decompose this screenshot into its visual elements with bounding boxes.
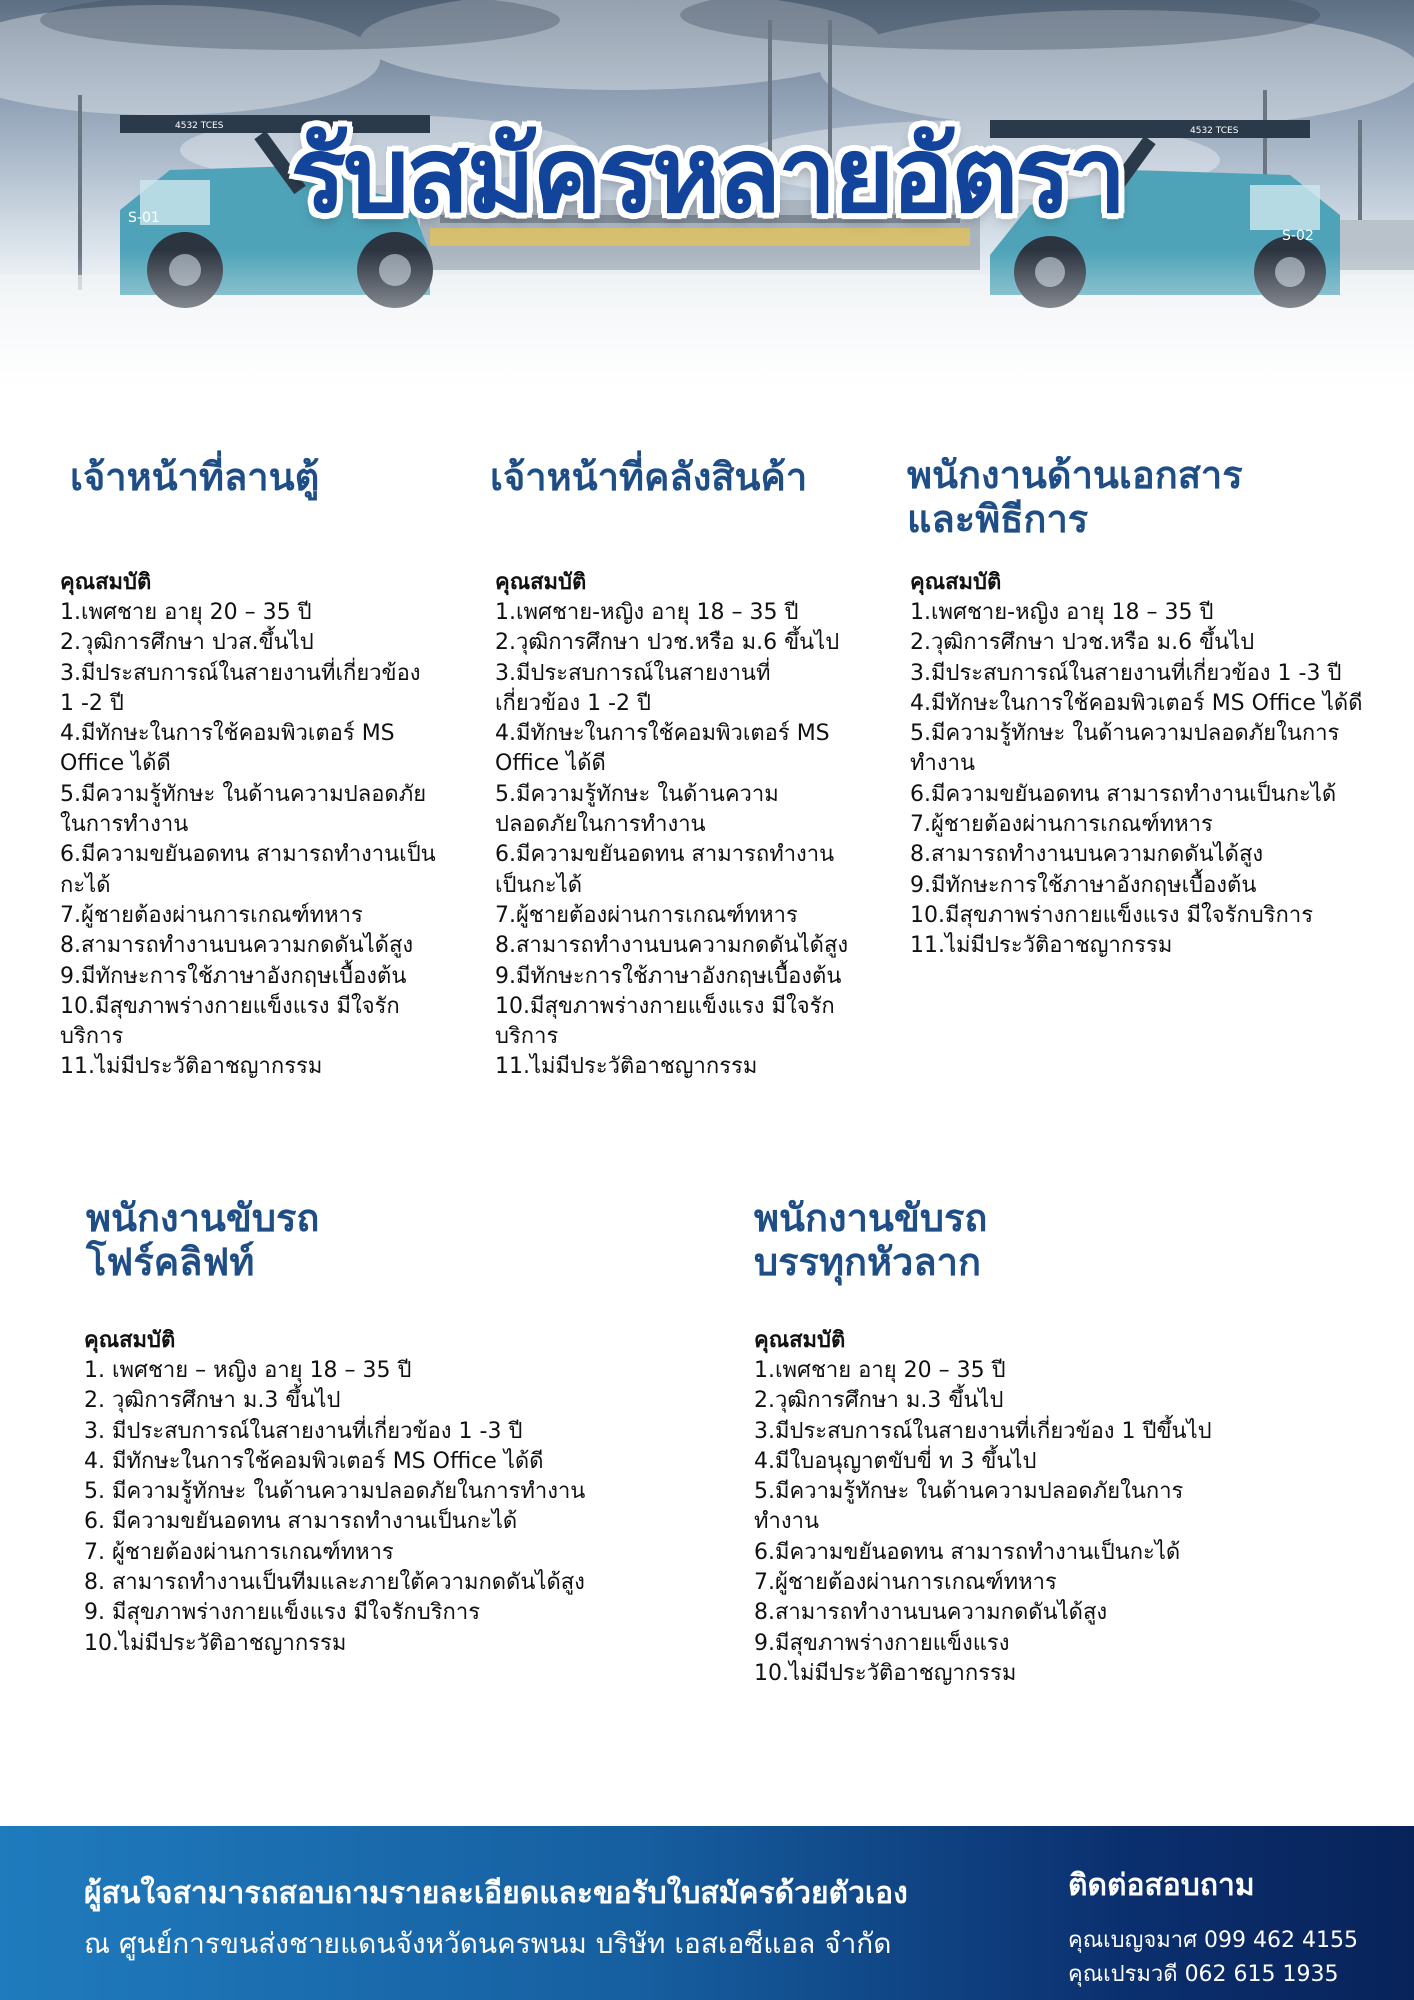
hero-banner [0, 0, 1414, 390]
list-item: 11.ไม่มีประวัติอาชญากรรม [910, 933, 1173, 959]
list-item: Office ได้ดี [495, 751, 606, 777]
page-title: รับสมัครหลายอัตรา [290, 114, 1124, 236]
list-item: 2. วุฒิการศึกษา ม.3 ขึ้นไป [84, 1388, 341, 1414]
list-item: 9.มีสุขภาพร่างกายแข็งแรง [754, 1630, 1010, 1656]
list-item: ในการทำงาน [60, 812, 189, 838]
list-item: 7.ผู้ชายต้องผ่านการเกณฑ์ทหาร [495, 902, 798, 928]
list-item: 7.ผู้ชายต้องผ่านการเกณฑ์ทหาร [754, 1570, 1057, 1596]
list-item: 9.มีทักษะการใช้ภาษาอังกฤษเบื้องต้น [910, 872, 1257, 898]
list-item: 10.มีสุขภาพร่างกายแข็งแรง มีใจรักบริการ [910, 902, 1314, 928]
job-title-line2: โฟร์คลิฟท์ [86, 1240, 255, 1284]
footer-location-text: ณ ศูนย์การขนส่งชายแดนจังหวัดนครพนม บริษัท เอสเอซีแอล จำกัด [84, 1927, 892, 1960]
qualification-list-document-officer [910, 598, 1410, 962]
list-item: 11.ไม่มีประวัติอาชญากรรม [495, 1054, 758, 1080]
qualification-heading: คุณสมบัติ [60, 570, 152, 595]
contact-phone-2: คุณเปรมวดี 062 615 1935 [1068, 1962, 1339, 1987]
job-section-forklift-driver [86, 1196, 586, 1284]
list-item: 4.มีทักษะในการใช้คอมพิวเตอร์ MS Office ได้ดี [910, 690, 1363, 716]
vehicle-left-label: S-01 [128, 210, 160, 226]
contact-title: ติดต่อสอบถาม [1068, 1868, 1255, 1903]
list-item: 6.มีความขยันอดทน สามารถทำงานเป็น [60, 842, 436, 868]
job-section-warehouse-officer [490, 455, 890, 499]
qualification-list-truck-driver [754, 1356, 1354, 1689]
list-item: 8.สามารถทำงานบนความกดดันได้สูง [495, 933, 849, 959]
list-item: 2.วุฒิการศึกษา ม.3 ขึ้นไป [754, 1388, 1004, 1414]
list-item: 3.มีประสบการณ์ในสายงานที่ [495, 660, 771, 686]
qualification-list-forklift-driver [84, 1356, 684, 1659]
qualification-list-yard-officer [60, 598, 470, 1083]
list-item: 5.มีความรู้ทักษะ ในด้านความปลอดภัย [60, 781, 427, 807]
contact-footer [0, 1826, 1414, 2000]
list-item: 1 -2 ปี [60, 690, 124, 716]
list-item: 10.มีสุขภาพร่างกายแข็งแรง มีใจรัก [60, 993, 400, 1019]
list-item: 2.วุฒิการศึกษา ปวส.ขึ้นไป [60, 630, 314, 656]
list-item: เป็นกะได้ [495, 872, 583, 898]
list-item: 2.วุฒิการศึกษา ปวช.หรือ ม.6 ขึ้นไป [495, 630, 840, 656]
contact-phone-1: คุณเบญจมาศ 099 462 4155 [1068, 1928, 1359, 1953]
job-title: เจ้าหน้าที่คลังสินค้า [490, 455, 808, 499]
list-item: 7.ผู้ชายต้องผ่านการเกณฑ์ทหาร [60, 902, 363, 928]
vehicle-right-plate: 4532 TCES [1190, 126, 1239, 136]
list-item: Office ได้ดี [60, 751, 171, 777]
list-item: เกี่ยวข้อง 1 -2 ปี [495, 690, 651, 716]
list-item: 9.มีทักษะการใช้ภาษาอังกฤษเบื้องต้น [495, 963, 842, 989]
list-item: 6.มีความขยันอดทน สามารถทำงานเป็นกะได้ [910, 781, 1337, 807]
list-item: 7. ผู้ชายต้องผ่านการเกณฑ์ทหาร [84, 1539, 394, 1565]
list-item: 10.ไม่มีประวัติอาชญากรรม [84, 1630, 347, 1656]
list-item: 8.สามารถทำงานบนความกดดันได้สูง [60, 933, 414, 959]
list-item: 5.มีความรู้ทักษะ ในด้านความ [495, 781, 779, 807]
list-item: 6. มีความขยันอดทน สามารถทำงานเป็นกะได้ [84, 1509, 518, 1535]
list-item: บริการ [495, 1024, 559, 1050]
job-title: พนักงานขับรถ [754, 1196, 988, 1240]
list-item: 2.วุฒิการศึกษา ปวช.หรือ ม.6 ขึ้นไป [910, 630, 1255, 656]
job-section-document-officer [907, 453, 1387, 541]
list-item: 5.มีความรู้ทักษะ ในด้านความปลอดภัยในการ [910, 721, 1340, 747]
list-item: 9.มีทักษะการใช้ภาษาอังกฤษเบื้องต้น [60, 963, 407, 989]
list-item: 8. สามารถทำงานเป็นทีมและภายใต้ความกดดันได้สูง [84, 1570, 585, 1596]
job-title-line2: และพิธีการ [907, 497, 1089, 541]
list-item: 6.มีความขยันอดทน สามารถทำงานเป็นกะได้ [754, 1539, 1181, 1565]
list-item: 4. มีทักษะในการใช้คอมพิวเตอร์ MS Office ได้ดี [84, 1448, 544, 1474]
job-section-truck-driver [754, 1196, 1274, 1284]
list-item: 7.ผู้ชายต้องผ่านการเกณฑ์ทหาร [910, 812, 1213, 838]
list-item: 10.ไม่มีประวัติอาชญากรรม [754, 1660, 1017, 1686]
list-item: 4.มีทักษะในการใช้คอมพิวเตอร์ MS [495, 721, 830, 747]
job-section-yard-officer [60, 455, 460, 499]
list-item: 3.มีประสบการณ์ในสายงานที่เกี่ยวข้อง 1 ปีขึ้นไป [754, 1418, 1212, 1444]
qualification-heading: คุณสมบัติ [910, 570, 1002, 595]
list-item: 4.มีใบอนุญาตขับขี่ ท 3 ขึ้นไป [754, 1448, 1037, 1474]
list-item: 5. มีความรู้ทักษะ ในด้านความปลอดภัยในการทำงาน [84, 1479, 586, 1505]
list-item: 8.สามารถทำงานบนความกดดันได้สูง [754, 1600, 1108, 1626]
list-item: 5.มีความรู้ทักษะ ในด้านความปลอดภัยในการ [754, 1479, 1184, 1505]
job-title: เจ้าหน้าที่ลานตู้ [70, 455, 320, 499]
footer-apply-text: ผู้สนใจสามารถสอบถามรายละเอียดและขอรับใบสมัครด้วยตัวเอง [84, 1876, 908, 1911]
list-item: 1.เพศชาย อายุ 20 – 35 ปี [754, 1358, 1006, 1383]
job-title-line2: บรรทุกหัวลาก [754, 1240, 982, 1284]
list-item: 3.มีประสบการณ์ในสายงานที่เกี่ยวข้อง 1 -3 ปี [910, 660, 1342, 686]
list-item: 10.มีสุขภาพร่างกายแข็งแรง มีใจรัก [495, 993, 835, 1019]
list-item: 3.มีประสบการณ์ในสายงานที่เกี่ยวข้อง [60, 660, 421, 686]
list-item: ทำงาน [910, 751, 975, 777]
job-title: พนักงานด้านเอกสาร [907, 453, 1243, 497]
list-item: 1. เพศชาย – หญิง อายุ 18 – 35 ปี [84, 1358, 412, 1383]
list-item: บริการ [60, 1024, 124, 1050]
qualification-heading: คุณสมบัติ [84, 1328, 176, 1353]
job-title: พนักงานขับรถ [86, 1196, 320, 1240]
list-item: 1.เพศชาย-หญิง อายุ 18 – 35 ปี [910, 600, 1214, 625]
qualification-heading: คุณสมบัติ [495, 570, 587, 595]
list-item: ทำงาน [754, 1509, 819, 1535]
vehicle-right-label: S-02 [1282, 228, 1314, 244]
vehicle-left-plate: 4532 TCES [175, 121, 224, 131]
list-item: 1.เพศชาย-หญิง อายุ 18 – 35 ปี [495, 600, 799, 625]
list-item: 6.มีความขยันอดทน สามารถทำงาน [495, 842, 835, 868]
list-item: 3. มีประสบการณ์ในสายงานที่เกี่ยวข้อง 1 -3 ปี [84, 1418, 523, 1444]
qualification-list-warehouse-officer [495, 598, 895, 1083]
list-item: 11.ไม่มีประวัติอาชญากรรม [60, 1054, 323, 1080]
qualification-heading: คุณสมบัติ [754, 1328, 846, 1353]
list-item: 1.เพศชาย อายุ 20 – 35 ปี [60, 600, 312, 625]
list-item: 8.สามารถทำงานบนความกดดันได้สูง [910, 842, 1264, 868]
list-item: ปลอดภัยในการทำงาน [495, 812, 706, 838]
list-item: กะได้ [60, 872, 111, 898]
list-item: 4.มีทักษะในการใช้คอมพิวเตอร์ MS [60, 721, 395, 747]
list-item: 9. มีสุขภาพร่างกายแข็งแรง มีใจรักบริการ [84, 1600, 481, 1626]
